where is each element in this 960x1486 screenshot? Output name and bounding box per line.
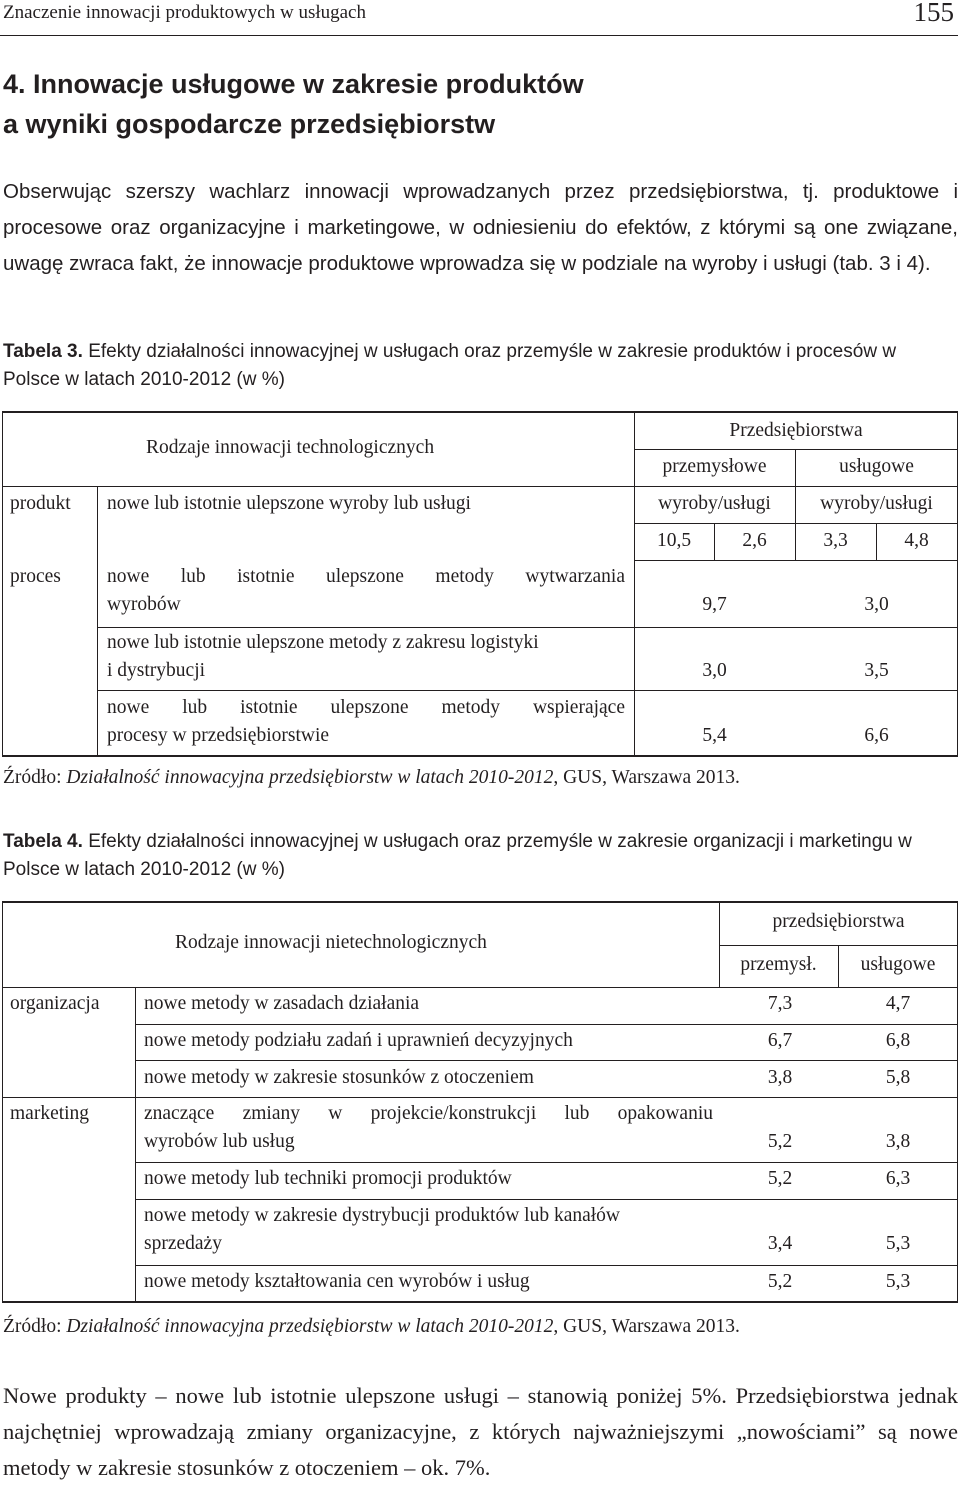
table3-source-suffix: , GUS, Warszawa 2013.: [553, 767, 740, 788]
table4-row-industrial: 5,2: [767, 1168, 793, 1189]
page-number: 155: [913, 0, 954, 27]
table4-rule: [2, 1301, 958, 1303]
table4-row-desc: nowe metody lub techniki promocji produktów: [144, 1168, 512, 1189]
table4-organization-label: organizacja: [10, 993, 100, 1014]
table3-product-value: 2,6: [742, 530, 767, 551]
table3-product-value: 4,8: [904, 530, 929, 551]
table4-rule: [135, 1024, 958, 1025]
table3-header-group: Przedsiębiorstwa: [729, 420, 863, 441]
table3-caption-text: Efekty działalności innowacyjnej w usługach oraz przemyśle w zakresie produktów i procesów w Polsce w latach 2010-2012 (w %): [3, 341, 897, 390]
table4-row-industrial: 6,7: [767, 1030, 793, 1051]
table4-row-services: 6,3: [885, 1168, 911, 1189]
table3-col-services: usługowe: [839, 456, 914, 477]
table4-row-industrial: 5,2: [767, 1131, 793, 1152]
table4-row-services: 6,8: [885, 1030, 911, 1051]
table4-row-desc: znaczące zmiany w projekcie/konstrukcji lub opakowaniu: [144, 1103, 713, 1124]
section-heading-line-1: 4. Innowacje usługowe w zakresie produktów: [3, 69, 584, 99]
table4-col-industrial: przemysł.: [740, 954, 817, 975]
table3-product-sub-industrial: wyroby/usługi: [658, 493, 771, 514]
table4-rule: [135, 1060, 958, 1061]
table4-row-industrial: 3,8: [767, 1067, 793, 1088]
table4-row-desc: nowe metody w zakresie dystrybucji produktów lub kanałów: [144, 1205, 621, 1226]
table4-source: [3, 1316, 740, 1338]
table3-process-desc: wyrobów: [107, 594, 181, 615]
table3-process-desc: i dystrybucji: [107, 660, 206, 681]
table4-row-desc: nowe metody w zasadach działania: [144, 993, 420, 1014]
table4-source-prefix: Źródło:: [3, 1316, 62, 1337]
table3-caption-label: Tabela 3.: [3, 341, 83, 362]
table4-row-industrial: 5,2: [767, 1271, 793, 1292]
table3-source-prefix: Źródło:: [3, 767, 62, 788]
table3-header-main: Rodzaje innowacji technologicznych: [146, 437, 435, 458]
table4-rule: [2, 901, 3, 1302]
table3-product-sub-services: wyroby/usługi: [820, 493, 933, 514]
table3-process-desc: procesy w przedsiębiorstwie: [107, 725, 330, 746]
table4-rule: [2, 901, 958, 903]
table3-product-label: produkt: [10, 493, 71, 514]
table3-product-desc: nowe lub istotnie ulepszone wyroby lub usługi: [107, 493, 471, 514]
table3-product-value: 10,5: [656, 530, 692, 551]
table3-process-label: proces: [10, 566, 61, 587]
table4-rule: [135, 1265, 958, 1266]
table4-row-services: 4,7: [885, 993, 911, 1014]
table4-marketing-label: marketing: [10, 1103, 90, 1124]
table3-col-industrial: przemysłowe: [662, 456, 767, 477]
running-header-title: Znaczenie innowacji produktowych w usługach: [3, 2, 366, 23]
table4-row-services: 5,3: [885, 1233, 911, 1254]
table3-process-industrial: 5,4: [702, 725, 727, 746]
table4-rule: [2, 1097, 958, 1098]
closing-paragraph: Nowe produkty – nowe lub istotnie ulepszone usługi – stanowią poniżej 5%. Przedsiębiorstwa jednak najchętniej wprowadzają zmiany organizacyjne, z których najważniejszymi „nowościami” są nowe metody w zakresie stosunków z otoczeniem – ok. 7%.: [3, 1383, 958, 1480]
table4-rule: [135, 987, 136, 1302]
table4-header-group: przedsiębiorstwa: [772, 911, 905, 932]
table4-row-industrial: 7,3: [767, 993, 793, 1014]
table3-process-desc: nowe lub istotnie ulepszone metody wytwarzania: [107, 566, 625, 587]
table4-row-services: 5,8: [885, 1067, 911, 1088]
table4-row-desc: sprzedaży: [144, 1233, 222, 1254]
table4-header-main: Rodzaje innowacji nietechnologicznych: [175, 932, 487, 953]
table3-product-value: 3,3: [823, 530, 848, 551]
table4-row-industrial: 3,4: [767, 1233, 793, 1254]
table4-rule: [135, 1199, 958, 1200]
table4-caption-label: Tabela 4.: [3, 831, 83, 852]
table3-process-services: 3,0: [864, 594, 889, 615]
table3-process-desc: nowe lub istotnie ulepszone metody z zakresu logistyki: [107, 632, 539, 653]
table4-row-services: 3,8: [885, 1131, 911, 1152]
table3-process-industrial: 9,7: [702, 594, 727, 615]
table3-process-services: 6,6: [864, 725, 889, 746]
table4-row-desc: nowe metody kształtowania cen wyrobów i usług: [144, 1271, 530, 1292]
table3-process-desc: nowe lub istotnie ulepszone metody wspierające: [107, 697, 625, 718]
table4-row-desc: wyrobów lub usług: [144, 1131, 295, 1152]
intro-paragraph: Obserwując szerszy wachlarz innowacji wprowadzanych przez przedsiębiorstwa, tj. produktowe i procesowe oraz organizacyjne i marketingowe, w odniesieniu do efektów, z którymi są one związane, uwagę zwraca fakt, że innowacje produktowe wprowadza się w podziale na wyroby i usługi (tab. 3 i 4).: [3, 180, 958, 275]
table4-source-title: Działalność innowacyjna przedsiębiorstw w latach 2010-2012: [66, 1316, 554, 1337]
table4-caption-text: Efekty działalności innowacyjnej w usługach oraz przemyśle w zakresie organizacji i marketingu w Polsce w latach 2010-2012 (w %): [3, 831, 912, 880]
table3-process-industrial: 3,0: [702, 660, 727, 681]
table3-process-services: 3,5: [864, 660, 889, 681]
table3-source-title: Działalność innowacyjna przedsiębiorstw w latach 2010-2012: [66, 767, 554, 788]
table4-col-services: usługowe: [860, 954, 936, 975]
section-heading-line-2: a wyniki gospodarcze przedsiębiorstw: [3, 109, 496, 139]
table4-source-suffix: , GUS, Warszawa 2013.: [553, 1316, 740, 1337]
table4-rule: [135, 1162, 958, 1163]
table4-rule: [2, 987, 958, 988]
table4-row-desc: nowe metody podziału zadań i uprawnień decyzyjnych: [144, 1030, 573, 1051]
table4-row-desc: nowe metody w zakresie stosunków z otoczeniem: [144, 1067, 534, 1088]
table4-row-services: 5,3: [885, 1271, 911, 1292]
